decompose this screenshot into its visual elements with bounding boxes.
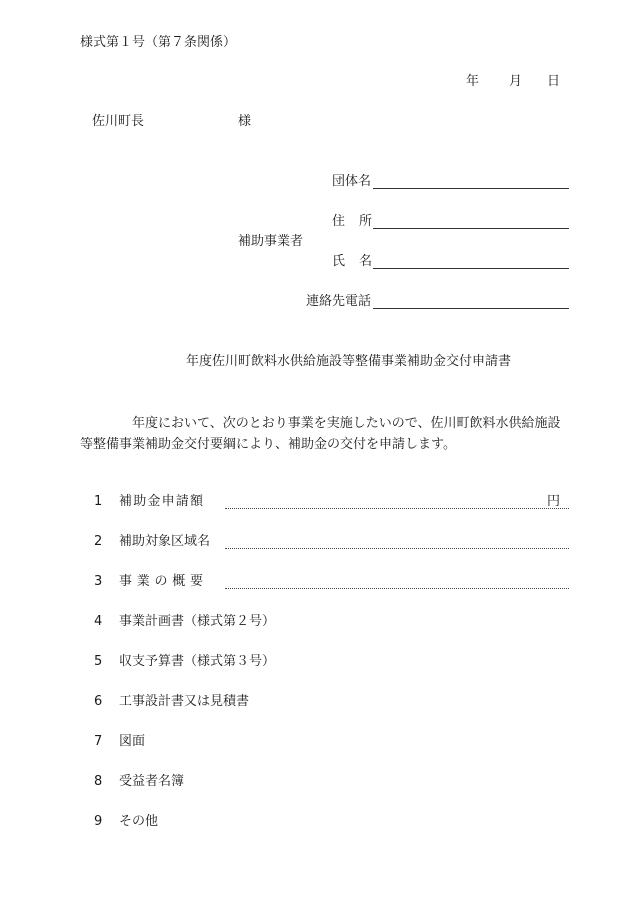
item-number: 9 xyxy=(94,814,103,829)
address-label: 住所 xyxy=(332,214,372,229)
item-number: 4 xyxy=(94,614,103,629)
item-number: 8 xyxy=(94,774,103,789)
person-name-field[interactable] xyxy=(373,268,569,269)
item-number: 7 xyxy=(94,734,103,749)
yen-unit: 円 xyxy=(547,494,561,509)
item-number: 2 xyxy=(94,534,103,549)
item-label: 図面 xyxy=(119,734,146,749)
phone-field[interactable] xyxy=(373,308,569,309)
addressee-honorific: 様 xyxy=(238,114,252,129)
addressee-name: 佐川町長 xyxy=(92,114,145,129)
address-field[interactable] xyxy=(373,228,569,229)
org-name-label: 団体名 xyxy=(332,174,372,189)
document-title: 年度佐川町飲料水供給施設等整備事業補助金交付申請書 xyxy=(186,354,512,369)
item-number: 1 xyxy=(94,494,103,509)
person-name-label: 氏名 xyxy=(332,254,372,269)
date-day-label: 日 xyxy=(547,74,561,89)
item-number: 5 xyxy=(94,654,103,669)
item-label: 事業計画書（様式第２号） xyxy=(119,614,276,629)
item-label: 工事設計書又は見積書 xyxy=(119,694,250,709)
item-label: 収支予算書（様式第３号） xyxy=(119,654,276,669)
form-number: 様式第１号（第７条関係） xyxy=(80,35,237,50)
area-name-field[interactable] xyxy=(225,548,569,549)
phone-label: 連絡先電話 xyxy=(306,294,372,309)
item-label: 補助金申請額 xyxy=(119,494,203,509)
amount-field[interactable] xyxy=(225,508,569,509)
org-name-field[interactable] xyxy=(373,188,569,189)
item-number: 6 xyxy=(94,694,103,709)
item-label: 事業の概要 xyxy=(119,574,203,589)
date-year-label: 年 xyxy=(466,74,480,89)
date-month-label: 月 xyxy=(509,74,523,89)
item-label: 受益者名簿 xyxy=(119,774,185,789)
item-number: 3 xyxy=(94,574,103,589)
item-label: その他 xyxy=(119,814,159,829)
body-text: 年度において、次のとおり事業を実施したいので、佐川町飲料水供給施設等整備事業補助金交付要綱により、補助金の交付を申請します。 xyxy=(80,416,561,452)
grantee-label: 補助事業者 xyxy=(238,234,304,249)
item-label: 補助対象区域名 xyxy=(119,534,211,549)
summary-field[interactable] xyxy=(225,588,569,589)
